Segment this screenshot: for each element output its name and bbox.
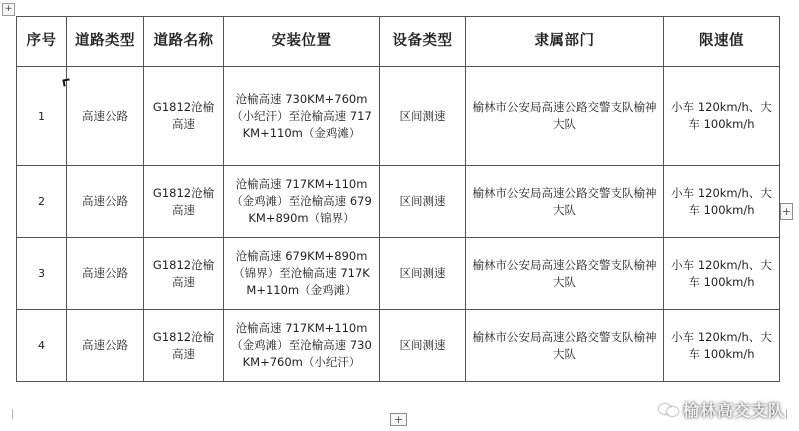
- cell-device-type: 区间测速: [380, 238, 466, 310]
- cell-index: 2: [17, 166, 67, 238]
- table-row: [17, 310, 780, 382]
- cell-location: 沧榆高速 717KM+110m（金鸡滩）至沧榆高速 730KM+760m（小纪汗）: [224, 310, 380, 382]
- cell-index: 4: [17, 310, 67, 382]
- watermark-text: 榆林高交支队: [682, 401, 785, 420]
- wechat-icon: [659, 402, 679, 418]
- cell-department: 榆林市公安局高速公路交警支队榆神大队: [466, 310, 664, 382]
- crop-mark-bottom-left: [2, 409, 13, 419]
- crop-mark-bottom-right: [786, 409, 797, 419]
- cell-road-name: G1812沧榆高速: [144, 67, 224, 166]
- cell-location: 沧榆高速 679KM+890m（锦界）至沧榆高速 717KM+110m（金鸡滩）: [224, 238, 380, 310]
- cell-speed-limit: 小车 120km/h、大车 100km/h: [664, 310, 780, 382]
- cell-road-name: G1812沧榆高速: [144, 310, 224, 382]
- table-row: [17, 67, 780, 166]
- cell-road-type: 高速公路: [67, 67, 144, 166]
- cell-road-name: G1812沧榆高速: [144, 238, 224, 310]
- cell-index: 3: [17, 238, 67, 310]
- cell-device-type: 区间测速: [380, 310, 466, 382]
- cell-road-type: 高速公路: [67, 238, 144, 310]
- cell-speed-limit: 小车 120km/h、大车 100km/h: [664, 166, 780, 238]
- cell-index: 1: [17, 67, 67, 166]
- mouse-cursor-icon: [62, 78, 70, 86]
- cell-department: 榆林市公安局高速公路交警支队榆神大队: [466, 238, 664, 310]
- cell-location: 沧榆高速 717KM+110m（金鸡滩）至沧榆高速 679KM+890m（锦界）: [224, 166, 380, 238]
- table-move-handle[interactable]: +: [2, 3, 15, 16]
- add-row-button[interactable]: +: [390, 413, 407, 426]
- cell-road-name: G1812沧榆高速: [144, 166, 224, 238]
- cell-location: 沧榆高速 730KM+760m（小纪汗）至沧榆高速 717KM+110m（金鸡滩）: [224, 67, 380, 166]
- header-road-name: 道路名称: [144, 17, 224, 67]
- header-location: 安装位置: [224, 17, 380, 67]
- cell-device-type: 区间测速: [380, 67, 466, 166]
- header-speed-limit: 限速值: [664, 17, 780, 67]
- table-row: [17, 238, 780, 310]
- watermark: [659, 398, 785, 421]
- header-road-type: 道路类型: [67, 17, 144, 67]
- header-department: 隶属部门: [466, 17, 664, 67]
- header-device-type: 设备类型: [380, 17, 466, 67]
- cell-device-type: 区间测速: [380, 166, 466, 238]
- table-header-row: [17, 17, 780, 67]
- cell-speed-limit: 小车 120km/h、大车 100km/h: [664, 67, 780, 166]
- speed-camera-table: [16, 16, 780, 382]
- cell-department: 榆林市公安局高速公路交警支队榆神大队: [466, 166, 664, 238]
- cell-speed-limit: 小车 120km/h、大车 100km/h: [664, 238, 780, 310]
- add-column-button[interactable]: +: [781, 205, 792, 218]
- table-row: [17, 166, 780, 238]
- header-index: 序号: [17, 17, 67, 67]
- cell-road-type: 高速公路: [67, 166, 144, 238]
- cell-department: 榆林市公安局高速公路交警支队榆神大队: [466, 67, 664, 166]
- cell-road-type: 高速公路: [67, 310, 144, 382]
